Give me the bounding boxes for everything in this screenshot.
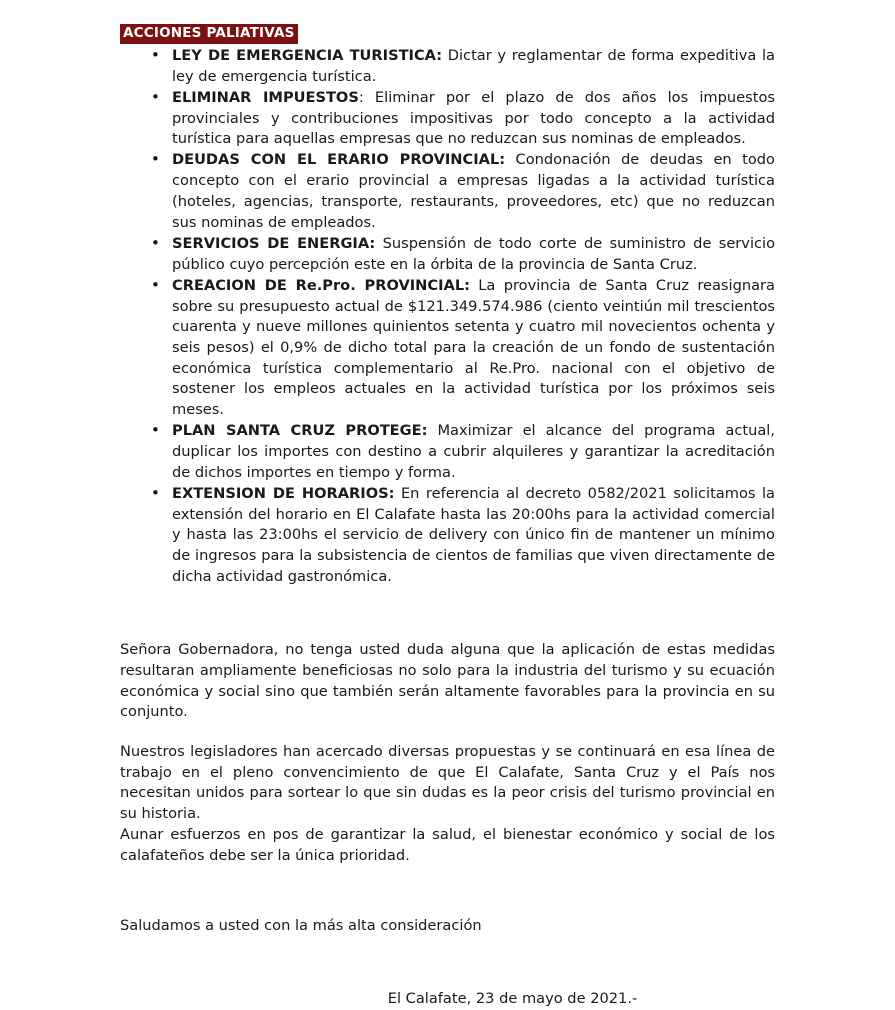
list-item <box>120 484 775 588</box>
actions-list <box>120 46 775 588</box>
list-item-text: Maximizar el alcance del programa actual, duplicar los importes con destino a cubrir alquileres y garantizar la acreditación de dichos importes en tiempo y forma. <box>172 422 775 481</box>
list-item-title: ELIMINAR IMPUESTOS <box>172 88 359 106</box>
section-spacer <box>120 588 775 640</box>
place-and-date: El Calafate, 23 de mayo de 2021.- <box>387 989 638 1007</box>
salutation-text: Saludamos a usted con la más alta consideración <box>120 917 482 935</box>
list-item-title: DEUDAS CON EL ERARIO PROVINCIAL: <box>172 151 506 169</box>
list-item <box>120 88 775 150</box>
section-heading <box>120 24 298 44</box>
closing-paragraph-3: Aunar esfuerzos en pos de garantizar la salud, el bienestar económico y social de los calafateños debe ser la única prioridad. <box>120 825 775 864</box>
closing-paragraph-1: Señora Gobernadora, no tenga usted duda alguna que la aplicación de estas medidas resultaran ampliamente beneficiosas no solo para la industria del turismo y su ecuación económica y social sino que también serán altamente favorables para la provincia en su conjunto. <box>120 641 775 721</box>
list-item <box>120 46 775 87</box>
list-item-text: Condonación de deudas en todo concepto con el erario provincial a empresas ligadas a la actividad turística (hoteles, agencias, transporte, restaurants, proveedores, etc) que no reduzcan sus nominas de empleados. <box>172 151 775 231</box>
list-item-title: EXTENSION DE HORARIOS: <box>172 484 395 502</box>
closing-paragraph-2: Nuestros legisladores han acercado diversas propuestas y se continuará en esa línea de trabajo en el pleno convencimiento de que El Calafate, Santa Cruz y el País nos necesitan unidos para sortear lo que sin dudas es la peor crisis del turismo provincial en su historia. <box>120 742 775 823</box>
list-item-title: PLAN SANTA CRUZ PROTEGE: <box>172 422 428 440</box>
list-item-text: : Eliminar por el plazo de dos años los impuestos provinciales y contribuciones impositivas por todo concepto a la actividad turística para aquellas empresas que no reduzcan sus nominas de empleados. <box>172 88 775 148</box>
list-item-text: Dictar y reglamentar de forma expeditiva la ley de emergencia turística. <box>172 46 775 85</box>
list-item-text: Suspensión de todo corte de suministro de servicio público cuyo percepción este en la órbita de la provincia de Santa Cruz. <box>172 234 775 273</box>
list-item <box>120 234 775 275</box>
list-item-title: SERVICIOS DE ENERGIA: <box>172 234 376 252</box>
list-item <box>120 276 775 421</box>
list-item <box>120 150 775 233</box>
list-item <box>120 421 775 483</box>
section-heading-label: ACCIONES PALIATIVAS <box>120 24 298 44</box>
list-item-title: CREACION DE Re.Pro. PROVINCIAL: <box>172 276 470 294</box>
list-item-title: LEY DE EMERGENCIA TURISTICA: <box>172 46 443 64</box>
list-item-text: La provincia de Santa Cruz reasignara sobre su presupuesto actual de $121.349.574.986 (ciento veintiún mil trescientos cuarenta y nueve millones quinientos setenta y cuatro mil novecientos ochenta y seis pesos) el 0,9% de dicho total para la creación de un fondo de sustentación económica turística complementario al Re.Pro. nacional con el objetivo de sostener los empleos actuales en la actividad turística por los próximos seis meses. <box>172 276 775 419</box>
list-item-text: En referencia al decreto 0582/2021 solicitamos la extensión del horario en El Calafate hasta las 20:00hs para la actividad comercial y hasta las 23:00hs el servicio de delivery con único fin de mantener un mínimo de ingresos para la subsistencia de cientos de familias que viven directamente de dicha actividad gastronómica. <box>172 484 775 585</box>
salutation-block <box>120 916 775 937</box>
